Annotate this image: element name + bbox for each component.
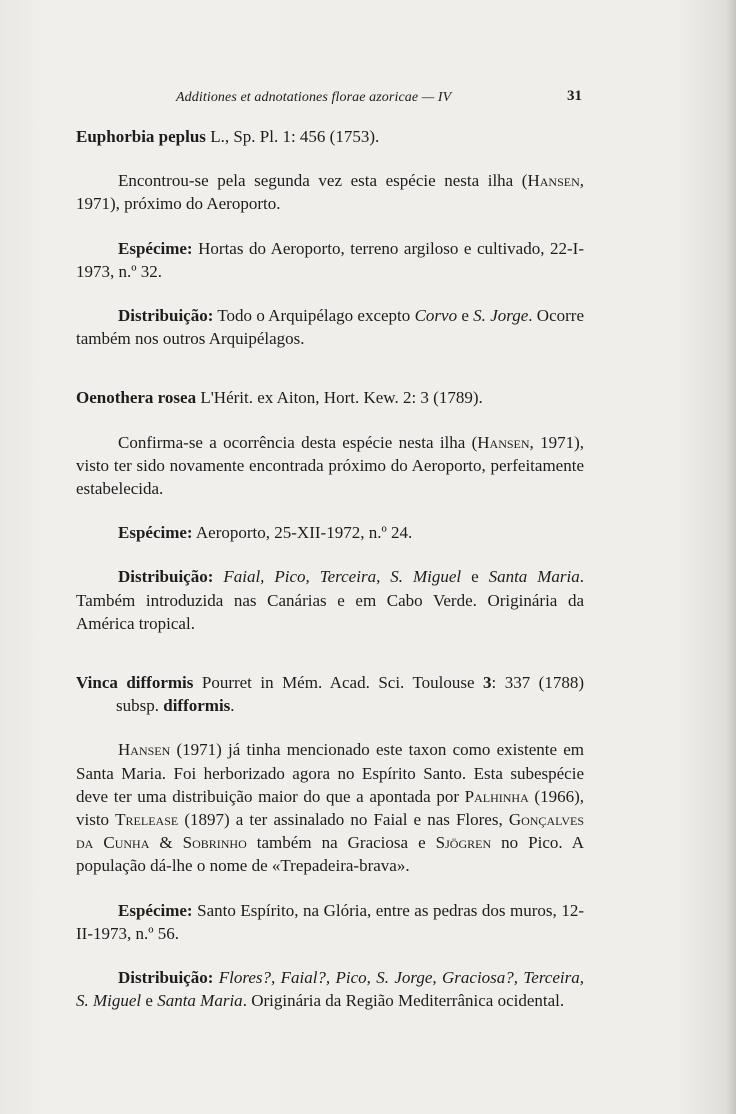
page-edge-shadow — [726, 0, 736, 1114]
subspecies-name: difformis — [163, 696, 231, 716]
author-name: Trelease — [115, 810, 179, 830]
distribution-label: Distribuição: — [118, 306, 214, 326]
author-name: Sjögren — [435, 833, 492, 853]
specimen-text: Hortas do Aeroporto, terreno argiloso e cultivado, 22-I-1973, n.º 32. — [76, 238, 584, 281]
specimen-paragraph — [76, 237, 584, 283]
species-name: Oenothera rosea — [76, 388, 197, 408]
distribution-label: Distribuição: — [118, 567, 214, 587]
distribution-paragraph: Distribuição: Faial, Pico, Terceira, S. Miguel e Santa Maria. Também introduzida nas Canárias e em Cabo Verde. Originária da América tropical. — [76, 567, 584, 633]
species-name: Euphorbia peplus — [76, 127, 206, 146]
species-notes: Hansen (1971) já tinha mencionado este taxon como existente em Santa Maria. Foi herborizado agora no Espírito Santo. Esta subespécie deve ter uma distribuição maior do que a apontada por Palhinha (1966), visto Trelease (1897) a ter assinalado no Faial e nas Flores, Gonçalves da Cunha & Sobrinho também na Graciosa e Sjögren no Pico. A população dá-lhe o nome de «Trepadeira-brava». — [76, 740, 585, 876]
running-title: Additiones et adnotationes florae azoricae — IV — [176, 90, 452, 105]
author-name: Hansen — [527, 171, 580, 191]
specimen-label: Espécime: — [118, 900, 193, 920]
species-entry-vinca-difformis — [76, 671, 584, 1012]
specimen-paragraph — [76, 521, 584, 544]
species-entry-oenothera-rosea — [76, 386, 584, 635]
distribution-label: Distribuição: — [118, 968, 214, 988]
author-name: Sobrinho — [182, 833, 247, 853]
page-number: 31 — [567, 88, 582, 104]
specimen-label: Espécime: — [118, 238, 193, 258]
specimen-paragraph — [76, 899, 584, 945]
distribution-paragraph: Distribuição: Todo o Arquipélago excepto Corvo e S. Jorge. Ocorre também nos outros Arquipélagos. — [76, 306, 584, 349]
author-name: Hansen — [118, 740, 171, 760]
specimen-text: Aeroporto, 25-XII-1972, n.º 24. — [192, 523, 413, 543]
page-content — [76, 125, 584, 1012]
species-heading: Vinca difformis Pourret in Mém. Acad. Sci. Toulouse 3: 337 (1788) subsp. difformis. — [76, 673, 584, 716]
species-notes: Encontrou-se pela segunda vez esta espécie nesta ilha (Hansen, 1971), próximo do Aeroporto. — [76, 171, 584, 214]
author-name: Palhinha — [464, 786, 529, 806]
specimen-text: Santo Espírito, na Glória, entre as pedras dos muros, 12-II-1973, n.º 56. — [76, 900, 584, 943]
species-heading — [76, 386, 584, 409]
distribution-paragraph: Distribuição: Flores?, Faial?, Pico, S. Jorge, Graciosa?, Terceira, S. Miguel e Santa Maria. Originária da Região Mediterrânica ocidental. — [76, 968, 584, 1011]
species-entry-euphorbia-peplus — [76, 125, 584, 350]
author-name: Gonçalves da Cunha — [76, 810, 585, 853]
specimen-label: Espécime: — [118, 523, 193, 543]
species-citation: L'Hérit. ex Aiton, Hort. Kew. 2: 3 (1789). — [196, 388, 483, 408]
species-notes: Confirma-se a ocorrência desta espécie nesta ilha (Hansen, 1971), visto ter sido novamente encontrada próximo do Aeroporto, perfeitamente estabelecida. — [76, 432, 584, 499]
page-header — [76, 88, 582, 110]
species-name: Vinca difformis — [76, 673, 194, 693]
author-name: Hansen — [477, 432, 530, 452]
species-heading — [76, 125, 584, 148]
species-citation: L., Sp. Pl. 1: 456 (1753). — [205, 127, 380, 146]
